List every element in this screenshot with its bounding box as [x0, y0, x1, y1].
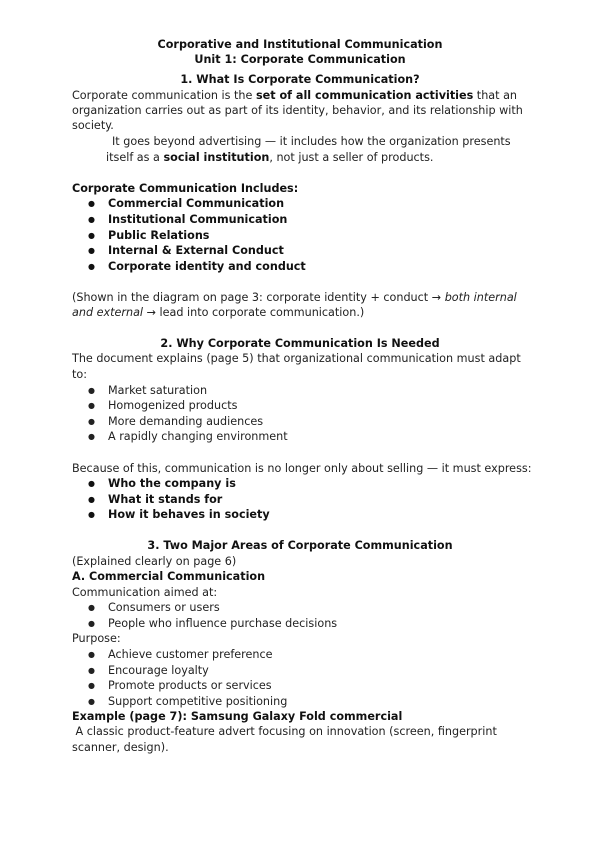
list-item: ● Commercial Communication: [108, 196, 284, 212]
purpose-label: Purpose:: [72, 632, 121, 645]
section-2-paragraph-line: Because of this, communication is no longer only about selling — it must express:: [72, 462, 532, 475]
list-item: ● Encourage loyalty: [108, 663, 209, 679]
example-text: A classic product-feature advert focusing on innovation (screen, fingerprint: [72, 725, 497, 738]
example-text: scanner, design).: [72, 741, 169, 754]
list-item: ● What it stands for: [108, 492, 222, 508]
section-1-indented-line: It goes beyond advertising — it includes how the organization presents: [112, 135, 511, 148]
list-item: ● How it behaves in society: [108, 507, 270, 523]
section-2-paragraph-line: The document explains (page 5) that organizational communication must adapt: [72, 352, 521, 365]
list-item: ● Homogenized products: [108, 398, 237, 414]
list-item: ● Institutional Communication: [108, 212, 287, 228]
section-2-heading: 2. Why Corporate Communication Is Needed: [160, 337, 440, 350]
list-item: ● Achieve customer preference: [108, 647, 273, 663]
section-1-paragraph-line: Corporate communication is the set of all communication activities that an: [72, 89, 518, 102]
section-3-subnote: (Explained clearly on page 6): [72, 555, 237, 568]
diagram-note: and external → lead into corporate communication.): [72, 306, 365, 319]
section-1-heading: 1. What Is Corporate Communication?: [180, 73, 420, 86]
diagram-note: (Shown in the diagram on page 3: corporate identity + conduct → both internal: [72, 291, 517, 304]
section-2-paragraph-line: to:: [72, 368, 88, 381]
list-item: ● Consumers or users: [108, 600, 220, 616]
list-item: ● A rapidly changing environment: [108, 429, 288, 445]
list-item: ● People who influence purchase decisions: [108, 616, 337, 632]
list-item: ● Market saturation: [108, 383, 207, 399]
section-1-indented-line: itself as a social institution, not just a seller of products.: [106, 151, 434, 164]
aimed-label: Communication aimed at:: [72, 586, 218, 599]
includes-heading: Corporate Communication Includes:: [72, 182, 299, 195]
document-subtitle: Unit 1: Corporate Communication: [194, 53, 406, 66]
document-title: Corporative and Institutional Communication: [157, 38, 443, 51]
subsection-a-heading: A. Commercial Communication: [72, 570, 266, 583]
example-heading: Example (page 7): Samsung Galaxy Fold commercial: [72, 710, 403, 723]
list-item: ● Internal & External Conduct: [108, 243, 284, 259]
list-item: ● Support competitive positioning: [108, 694, 287, 710]
list-item: ● Corporate identity and conduct: [108, 259, 306, 275]
list-item: ● Public Relations: [108, 228, 209, 244]
section-3-heading: 3. Two Major Areas of Corporate Communication: [147, 539, 453, 552]
list-item: ● More demanding audiences: [108, 414, 263, 430]
list-item: ● Promote products or services: [108, 678, 272, 694]
section-1-paragraph-line: society.: [72, 119, 114, 132]
list-item: ● Who the company is: [108, 476, 236, 492]
section-1-paragraph-line: organization carries out as part of its identity, behavior, and its relationship with: [72, 104, 523, 117]
